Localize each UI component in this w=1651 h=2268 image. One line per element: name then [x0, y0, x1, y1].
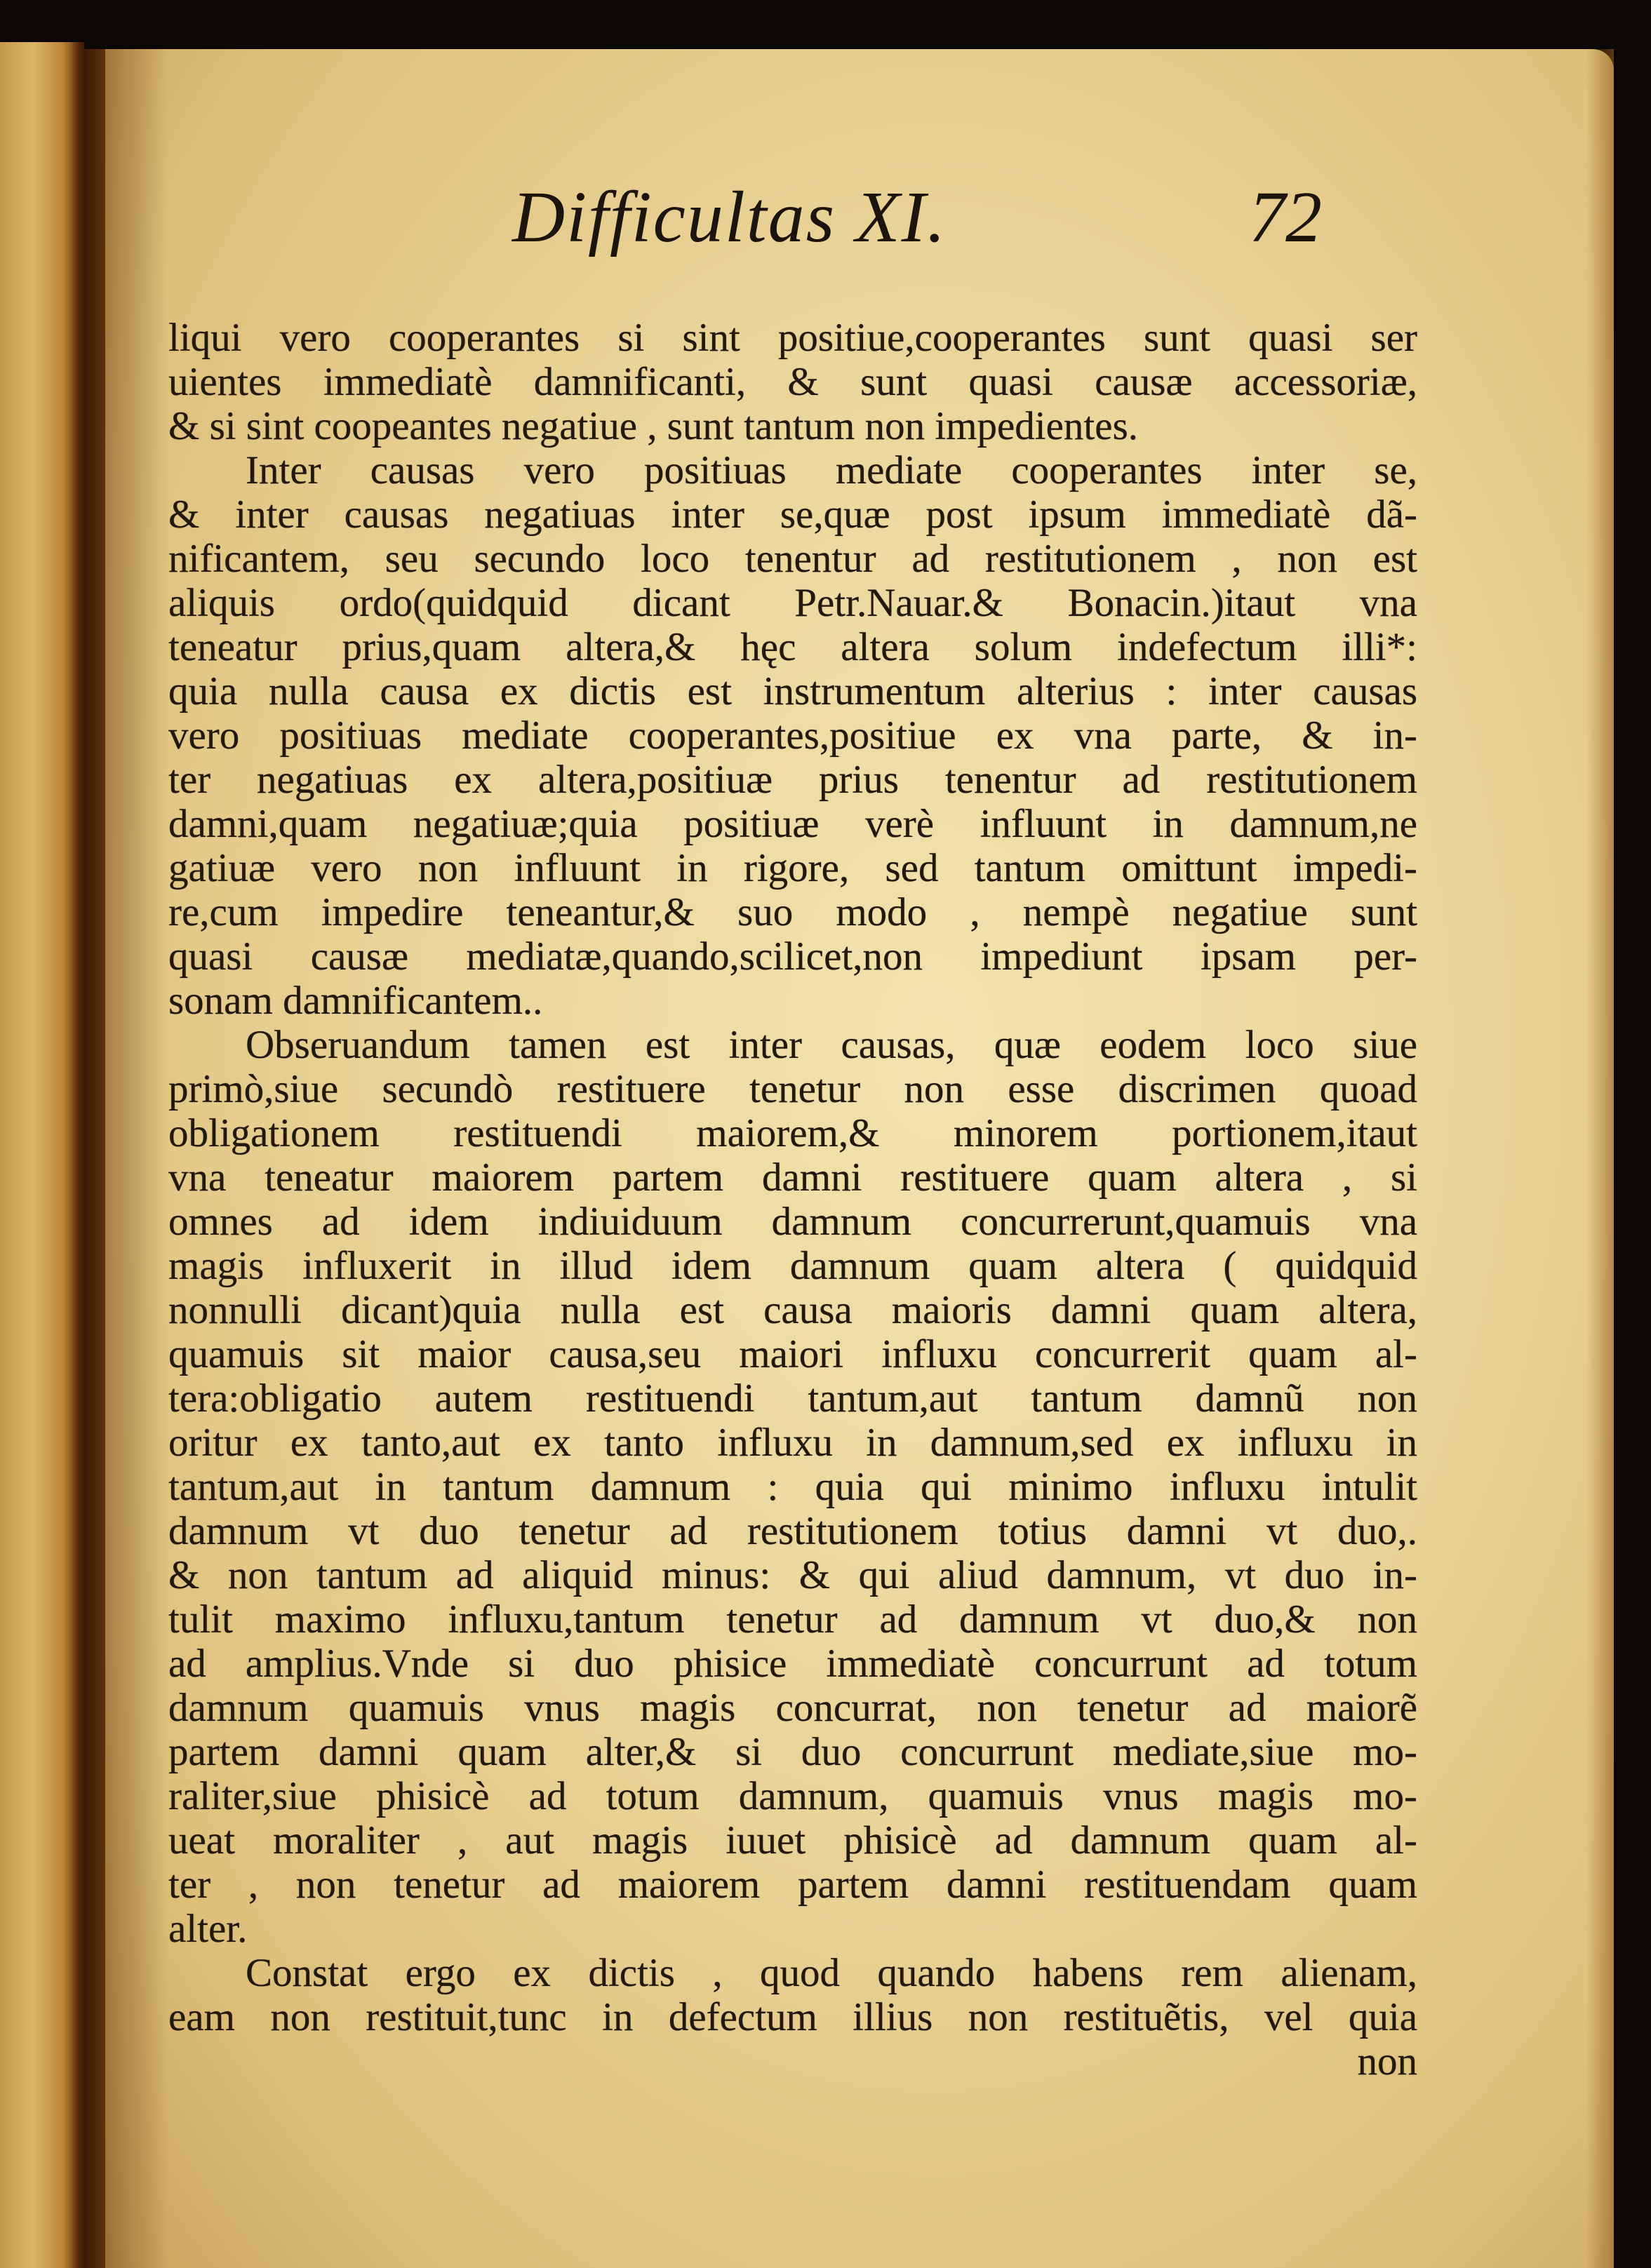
text-line: omnes ad idem indiuiduum damnum concurrerunt,quamuis vna	[168, 1200, 1417, 1244]
text-line: nonnulli dicant)quia nulla est causa maioris damni quam altera,	[168, 1288, 1417, 1332]
text-line: ad amplius.Vnde si duo phisice immediatè concurrunt ad totum	[168, 1642, 1417, 1686]
text-line: quamuis sit maior causa,seu maiori influxu concurrerit quam al-	[168, 1332, 1417, 1376]
text-line: nificantem, seu secundo loco tenentur ad restitutionem , non est	[168, 537, 1417, 581]
text-line: raliter,siue phisicè ad totum damnum, quamuis vnus magis mo-	[168, 1774, 1417, 1818]
catchword: non	[1357, 2039, 1417, 2084]
text-line: & non tantum ad aliquid minus: & qui aliud damnum, vt duo in-	[168, 1553, 1417, 1597]
text-line: liqui vero cooperantes si sint positiue,cooperantes sunt quasi ser	[168, 316, 1417, 360]
text-line: damni,quam negatiuæ;quia positiuæ verè influunt in damnum,ne	[168, 802, 1417, 846]
text-line: & inter causas negatiuas inter se,quæ post ipsum immediatè dã-	[168, 492, 1417, 537]
previous-page-edge	[0, 42, 84, 2268]
text-line: oritur ex tanto,aut ex tanto influxu in damnum,sed ex influxu in	[168, 1421, 1417, 1465]
text-line: damnum quamuis vnus magis concurrat, non tenetur ad maiorẽ	[168, 1686, 1417, 1730]
text-line: vna teneatur maiorem partem damni restituere quam altera , si	[168, 1155, 1417, 1200]
text-line: uientes immediatè damnificanti, & sunt quasi causæ accessoriæ,	[168, 360, 1417, 404]
text-line: ueat moraliter , aut magis iuuet phisicè ad damnum quam al-	[168, 1818, 1417, 1863]
text-line: tera:obligatio autem restituendi tantum,aut tantum damnũ non	[168, 1376, 1417, 1421]
text-line: tantum,aut in tantum damnum : quia qui minimo influxu intulit	[168, 1465, 1417, 1509]
text-line: aliquis ordo(quidquid dicant Petr.Nauar.& Bonacin.)itaut vna	[168, 581, 1417, 625]
page-header	[105, 175, 1614, 281]
book-page	[105, 49, 1614, 2268]
text-line: re,cum impedire teneantur,& suo modo , nempè negatiue sunt	[168, 890, 1417, 934]
text-line: sonam damnificantem..	[168, 979, 543, 1023]
paragraph-first-line: Constat ergo ex dictis , quod quando habens rem alienam,	[246, 1951, 1417, 1995]
text-line: teneatur prius,quam altera,& hęc altera solum indefectum illi*:	[168, 625, 1417, 669]
text-line: ter negatiuas ex altera,positiuæ prius tenentur ad restitutionem	[168, 758, 1417, 802]
text-line: eam non restituit,tunc in defectum illius non restituẽtis, vel quia	[168, 1995, 1417, 2039]
text-line: quasi causæ mediatæ,quando,scilicet,non impediunt ipsam per-	[168, 934, 1417, 979]
paragraph-first-line: Obseruandum tamen est inter causas, quæ eodem loco siue	[246, 1023, 1417, 1067]
text-line: tulit maximo influxu,tantum tenetur ad damnum vt duo,& non	[168, 1597, 1417, 1642]
text-line: obligationem restituendi maiorem,& minorem portionem,itaut	[168, 1111, 1417, 1155]
text-line: partem damni quam alter,& si duo concurrunt mediate,siue mo-	[168, 1730, 1417, 1774]
text-line: vero positiuas mediate cooperantes,positiue ex vna parte, & in-	[168, 713, 1417, 758]
paragraph-first-line: Inter causas vero positiuas mediate cooperantes inter se,	[246, 448, 1417, 492]
text-line: & si sint coopeantes negatiue , sunt tantum non impedientes.	[168, 404, 1138, 448]
text-line: gatiuæ vero non influunt in rigore, sed tantum omittunt impedi-	[168, 846, 1417, 890]
text-line: magis influxerit in illud idem damnum quam altera ( quidquid	[168, 1244, 1417, 1288]
page-number: 72	[1249, 177, 1322, 257]
body-text	[168, 316, 1417, 2084]
running-title: Difficultas XI.	[512, 177, 947, 257]
text-line: quia nulla causa ex dictis est instrumentum alterius : inter causas	[168, 669, 1417, 713]
text-line: ter , non tenetur ad maiorem partem damni restituendam quam	[168, 1863, 1417, 1907]
text-line: damnum vt duo tenetur ad restitutionem totius damni vt duo,.	[168, 1509, 1417, 1553]
text-line: alter.	[168, 1907, 248, 1951]
text-line: primò,siue secundò restituere tenetur non esse discrimen quoad	[168, 1067, 1417, 1111]
